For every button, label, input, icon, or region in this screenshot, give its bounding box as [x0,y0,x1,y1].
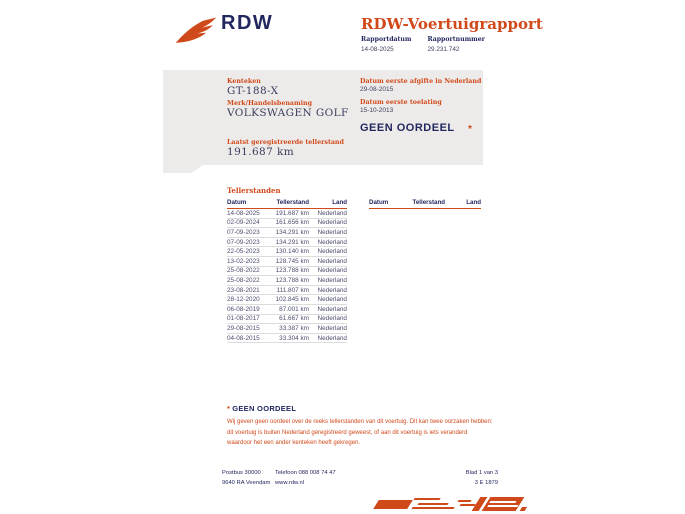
verdict-text: GEEN OORDEEL [360,122,455,134]
merk-label: Merk/Handelsbenaming [227,100,313,107]
column-header-tellerstand: Tellerstand [412,199,446,206]
footer-form-code: 3 E 1879 [474,479,498,486]
eerste-toelating-label: Datum eerste toelating [360,99,442,106]
cell-tellerstand: 191.687 km [275,209,309,217]
column-header-land: Land [466,199,481,206]
rdw-stripe-graphic [368,496,526,512]
column-header-datum: Datum [369,199,389,206]
cell-tellerstand: 128.745 km [275,257,309,265]
footer-contact [275,469,336,488]
cell-datum: 13-02-2023 [227,257,260,265]
cell-tellerstand: 33.304 km [279,334,309,342]
cell-datum: 04-08-2015 [227,334,260,342]
table-row [227,295,347,305]
cell-land: Nederland [317,315,347,323]
report-date-label: Rapportdatum [361,36,412,43]
odometer-section-title: Tellerstanden [227,186,281,195]
cell-land: Nederland [317,305,347,313]
eerste-afgifte-value: 29-08-2015 [360,85,394,93]
footer-website-link[interactable]: www.rdw.nl [275,479,304,486]
footer-address-line1: Postbus 30000 [222,470,261,476]
cell-datum: 07-09-2023 [227,238,260,246]
panel-tail-shape [163,164,204,173]
page-title: RDW-Voertuigrapport [361,15,543,33]
cell-land: Nederland [317,267,347,275]
report-date-field [361,36,411,53]
table-row [227,276,347,286]
cell-land: Nederland [317,276,347,284]
cell-land: Nederland [317,286,347,294]
cell-datum: 06-08-2019 [227,305,260,313]
eerste-toelating-value: 15-10-2013 [360,106,394,114]
table-row [227,219,347,229]
footer-page-info [420,469,498,488]
cell-tellerstand: 111.807 km [276,286,309,294]
cell-tellerstand: 87.001 km [279,305,309,313]
table-row [227,324,347,334]
cell-land: Nederland [317,238,347,246]
cell-datum: 07-09-2023 [227,228,260,236]
cell-land: Nederland [317,248,347,256]
odometer-table-right [369,199,481,343]
cell-datum: 23-08-2021 [227,286,260,294]
cell-tellerstand: 102.845 km [275,296,309,304]
odometer-table-left [227,199,347,343]
table-row [227,305,347,315]
cell-tellerstand: 123.788 km [275,267,309,275]
table-row [227,267,347,277]
cell-datum: 25-08-2022 [227,267,260,275]
report-date-value: 14-08-2025 [361,46,394,53]
footer-address [222,469,270,488]
laatste-tellerstand-label: Laatst geregistreerde tellerstand [227,139,344,146]
cell-land: Nederland [317,219,347,227]
kenteken-value: GT-188-X [227,85,279,97]
report-meta [361,36,485,53]
report-number-value: 29.231.742 [427,46,460,53]
cell-tellerstand: 123.788 km [275,276,309,284]
cell-datum: 22-05-2023 [227,248,260,256]
kenteken-label: Kenteken [227,78,261,85]
cell-datum: 28-12-2020 [227,296,260,304]
cell-tellerstand: 134.291 km [275,228,309,236]
table-header-row [227,199,347,209]
table-row [227,334,347,344]
table-row [227,209,347,219]
table-row [227,286,347,296]
cell-land: Nederland [317,296,347,304]
odometer-rows [227,209,347,343]
cell-datum: 14-08-2025 [227,209,260,217]
cell-land: Nederland [317,324,347,332]
note-heading-text: GEEN OORDEEL [232,404,297,413]
cell-tellerstand: 130.140 km [275,248,309,256]
report-number-field [427,36,484,53]
cell-tellerstand: 134.291 km [275,238,309,246]
rdw-bird-logo-icon [174,16,218,46]
column-header-datum: Datum [227,199,247,206]
note-asterisk: * [227,404,231,413]
cell-land: Nederland [317,209,347,217]
cell-tellerstand: 33.387 km [279,324,309,332]
footer-page-number: Blad 1 van 3 [465,470,498,476]
verdict-asterisk: * [468,124,472,135]
footer-address-line2: 9640 RA Veendam [222,479,271,486]
cell-tellerstand: 61.667 km [279,315,309,323]
cell-tellerstand: 161.656 km [275,219,309,227]
table-row [227,315,347,325]
vehicle-info-panel [163,70,483,165]
column-header-land: Land [332,199,347,206]
report-number-label: Rapportnummer [427,36,485,43]
eerste-afgifte-label: Datum eerste afgifte in Nederland [360,78,482,85]
verdict-note [227,404,493,449]
table-row [227,257,347,267]
cell-datum: 29-08-2015 [227,324,260,332]
table-header-row [369,199,481,209]
table-row [227,247,347,257]
cell-land: Nederland [317,257,347,265]
rdw-logo-text: RDW [221,12,274,34]
odometer-section [227,186,481,343]
table-row [227,238,347,248]
laatste-tellerstand-value: 191.687 km [227,146,295,158]
column-header-tellerstand: Tellerstand [276,199,309,206]
footer-phone: Telefoon 088 008 74 47 [275,470,336,476]
cell-datum: 25-08-2022 [227,276,260,284]
cell-land: Nederland [317,334,347,342]
cell-datum: 01-08-2017 [227,315,260,323]
verdict-note-body: Wij geven geen oordeel over de reeks tellerstanden van dit voertuig. Dit kan twee oorzaken hebben: dit voertuig is buiten Nederland geregistreerd geweest, of aan dit voertuig is iets veranderd waardoor het een ander kenteken heeft gekregen. [227,419,493,446]
merk-value: VOLKSWAGEN GOLF [227,107,349,119]
verdict-note-heading [227,404,493,413]
table-row [227,228,347,238]
cell-land: Nederland [317,228,347,236]
cell-datum: 02-09-2024 [227,219,260,227]
